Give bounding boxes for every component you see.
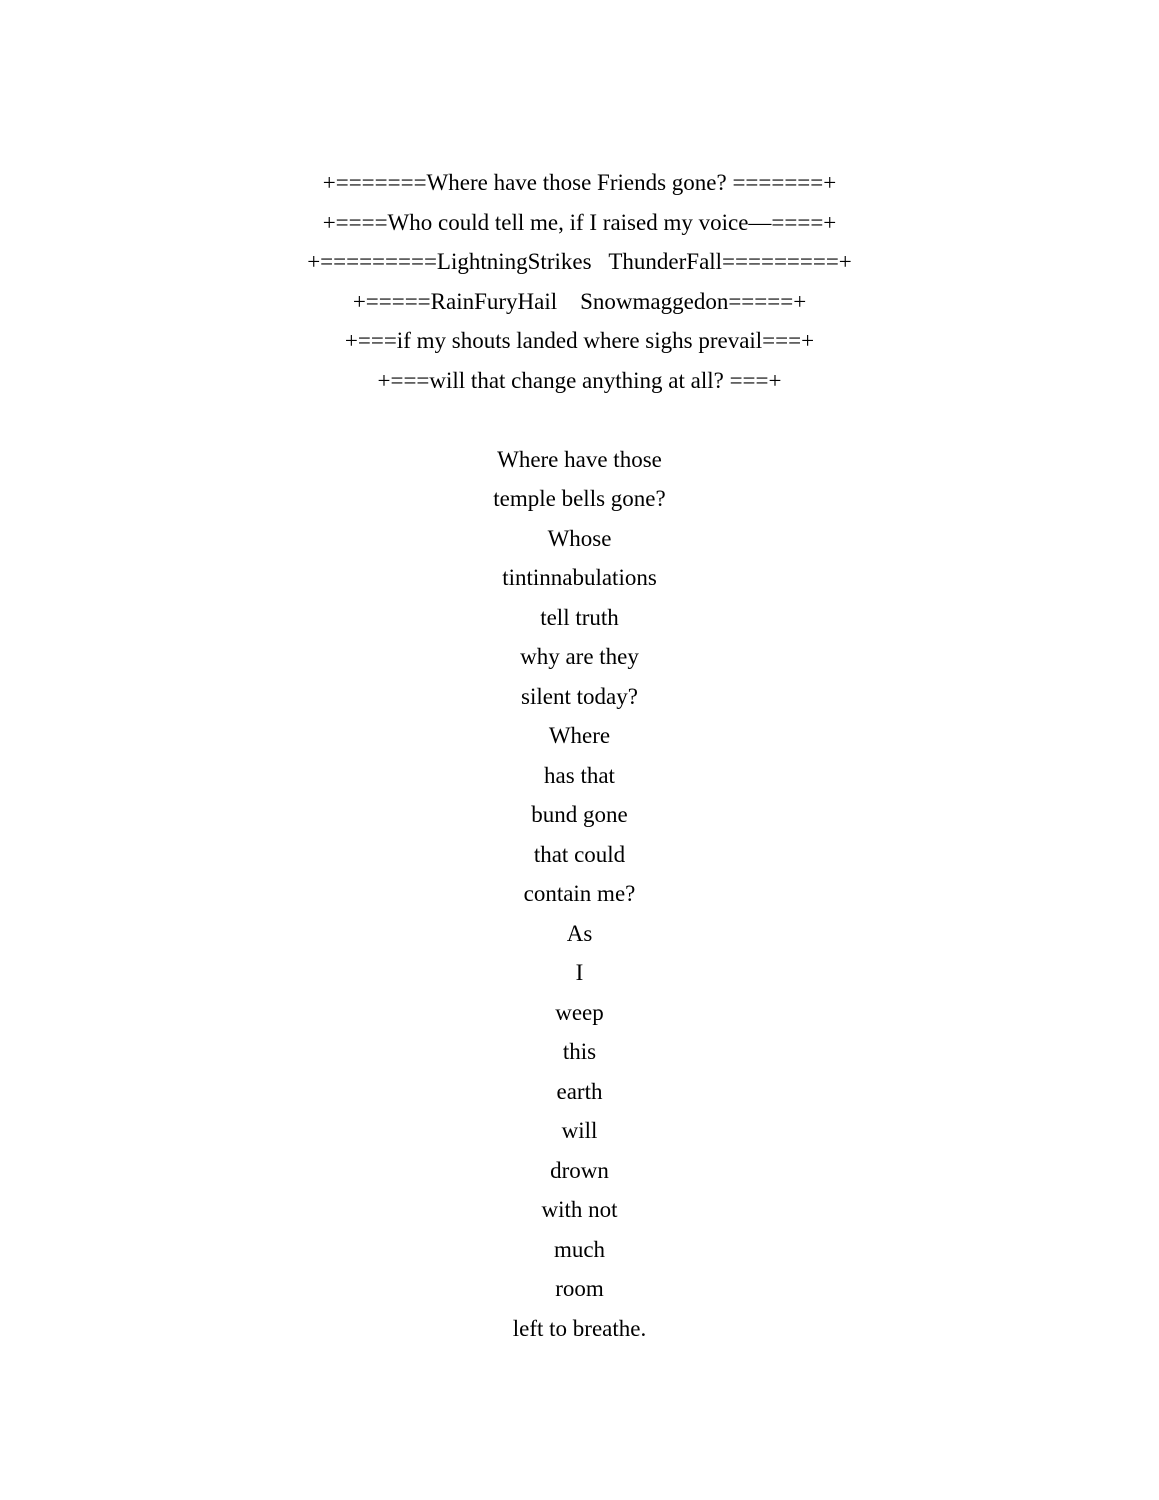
poem-body-stanza [0,440,1159,1349]
poem-body-line: tintinnabulations [502,565,657,590]
poem-header-line: +=========LightningStrikes ThunderFall=========+ [307,249,852,274]
poem-body-line: I [575,960,584,985]
poem-body-line: why are they [520,644,639,669]
poem-body-line: temple bells gone? [493,486,666,511]
poem-body-line: this [562,1039,597,1064]
poem-body-line: tell truth [540,604,619,630]
poem-body-line: weep [555,999,604,1025]
poem-body-line: Where have those [497,446,662,472]
poem-header-line: +===will that change anything at all? ===+ [377,367,782,393]
poem-body-line: drown [550,1157,609,1183]
poem-body-line: As [566,920,593,946]
poem-body-line: contain me? [523,881,636,906]
poem-header-line: +====Who could tell me, if I raised my voice—====+ [322,209,837,235]
poem-body-line: Where [548,723,611,748]
poem-header-line: +=====RainFuryHail Snowmaggedon=====+ [352,288,807,314]
poem-body-line: with not [541,1197,618,1222]
poem-body-line: much [553,1236,606,1262]
stanza-gap [0,400,1159,440]
poem-body-line: has that [544,762,615,788]
poem-header-line: +===if my shouts landed where sighs prevail===+ [344,328,815,353]
poem-body-line: bund gone [531,802,628,827]
poem-header-stanza [0,163,1159,400]
poem-body-line: room [555,1276,604,1301]
poem-header-line: +=======Where have those Friends gone? =======+ [322,170,837,195]
poem-body-line: will [561,1118,598,1143]
poem-body-line: Whose [547,525,612,551]
poem-body-line: that could [533,841,626,867]
poem-body-line: silent today? [521,683,638,709]
poem-body-line: earth [556,1078,603,1104]
poem-body-line: left to breathe. [512,1315,647,1341]
